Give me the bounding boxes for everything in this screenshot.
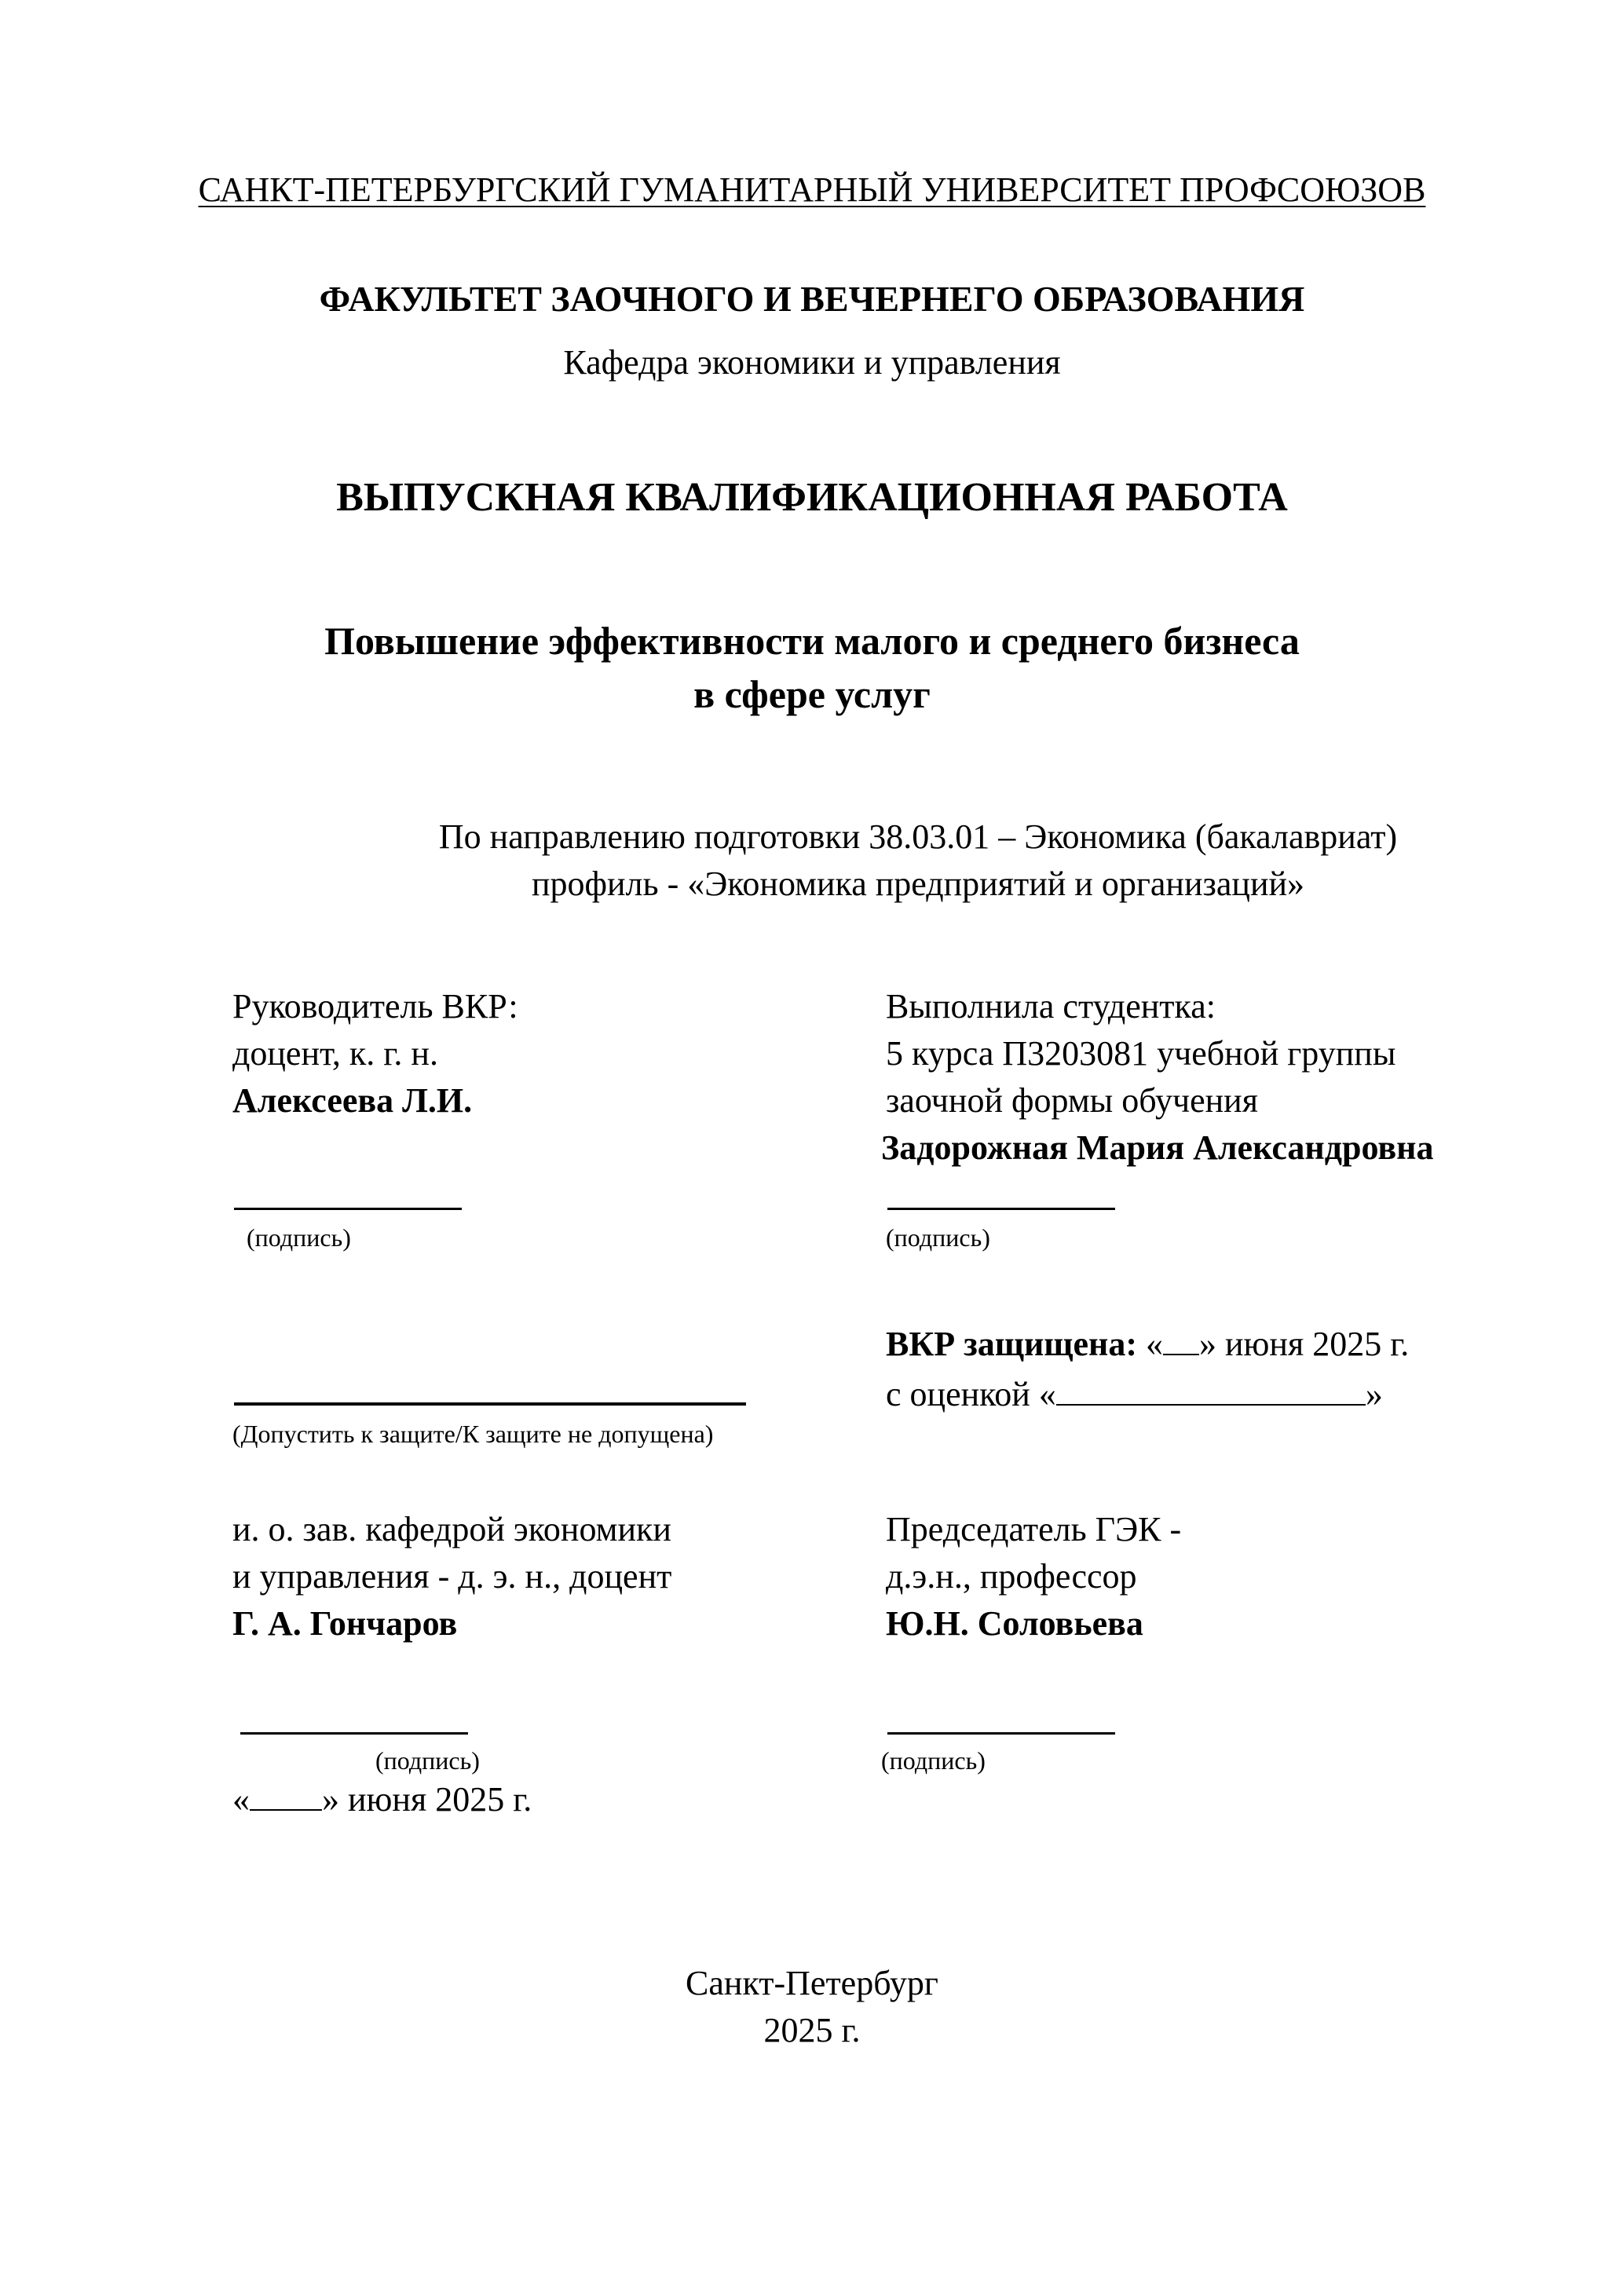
student-form: заочной формы обучения bbox=[886, 1081, 1258, 1120]
supervisor-position: доцент, к. г. н. bbox=[232, 1034, 438, 1073]
head-signature-caption: (подпись) bbox=[375, 1746, 480, 1775]
chairman-line2: д.э.н., профессор bbox=[886, 1557, 1137, 1596]
department-name: Кафедра экономики и управления bbox=[563, 343, 1061, 382]
head-line2: и управления - д. э. н., доцент bbox=[232, 1557, 672, 1596]
faculty-name: ФАКУЛЬТЕТ ЗАОЧНОГО И ВЕЧЕРНЕГО ОБРАЗОВАНИЯ bbox=[319, 279, 1305, 319]
work-title-line2: в сфере услуг bbox=[693, 672, 931, 716]
head-date-open: « bbox=[232, 1780, 250, 1819]
head-day-blank bbox=[250, 1782, 322, 1811]
defense-label: ВКР защищена: bbox=[886, 1325, 1137, 1363]
head-signature-line bbox=[240, 1732, 468, 1735]
direction-line1: По направлению подготовки 38.03.01 – Экономика (бакалавриат) bbox=[438, 817, 1398, 856]
chairman-line1: Председатель ГЭК - bbox=[886, 1510, 1182, 1548]
defense-date-line bbox=[886, 1321, 1409, 1368]
supervisor-label: Руководитель ВКР: bbox=[232, 987, 518, 1026]
chairman-name: Ю.Н. Соловьева bbox=[886, 1604, 1143, 1643]
student-label: Выполнила студентка: bbox=[886, 987, 1216, 1026]
university-name: САНКТ-ПЕТЕРБУРГСКИЙ ГУМАНИТАРНЫЙ УНИВЕРСИТЕТ ПРОФСОЮЗОВ bbox=[198, 170, 1426, 209]
supervisor-signature-line bbox=[234, 1208, 462, 1210]
work-title-line1: Повышение эффективности малого и среднего бизнеса bbox=[324, 619, 1300, 663]
direction-line2: профиль - «Экономика предприятий и организаций» bbox=[531, 865, 1305, 903]
student-signature-line bbox=[887, 1208, 1115, 1210]
defense-grade-blank bbox=[1056, 1377, 1366, 1406]
admission-signature-line bbox=[234, 1402, 746, 1406]
head-date-close: » июня 2025 г. bbox=[322, 1780, 532, 1819]
head-name: Г. А. Гончаров bbox=[232, 1604, 458, 1643]
footer-year: 2025 г. bbox=[763, 2011, 861, 2049]
defense-date-open: « bbox=[1137, 1325, 1163, 1363]
supervisor-signature-caption: (подпись) bbox=[247, 1223, 351, 1252]
student-course: 5 курса П3203081 учебной группы bbox=[886, 1034, 1396, 1073]
head-line1: и. о. зав. кафедрой экономики bbox=[232, 1510, 671, 1548]
head-date-line bbox=[232, 1776, 532, 1823]
defense-grade-line bbox=[886, 1371, 1383, 1418]
defense-day-blank bbox=[1163, 1327, 1199, 1355]
student-signature-caption: (подпись) bbox=[886, 1223, 990, 1252]
student-name: Задорожная Мария Александровна bbox=[881, 1128, 1434, 1167]
defense-grade-open: с оценкой « bbox=[886, 1375, 1056, 1413]
defense-grade-close: » bbox=[1365, 1375, 1383, 1413]
chairman-signature-line bbox=[887, 1732, 1115, 1735]
work-type: ВЫПУСКНАЯ КВАЛИФИКАЦИОННАЯ РАБОТА bbox=[336, 475, 1288, 520]
footer-city: Санкт-Петербург bbox=[686, 1964, 938, 2002]
defense-date-close: » июня 2025 г. bbox=[1199, 1325, 1410, 1363]
supervisor-name: Алексеева Л.И. bbox=[232, 1081, 473, 1120]
admission-caption: (Допустить к защите/К защите не допущена) bbox=[232, 1420, 714, 1448]
chairman-signature-caption: (подпись) bbox=[881, 1746, 986, 1775]
